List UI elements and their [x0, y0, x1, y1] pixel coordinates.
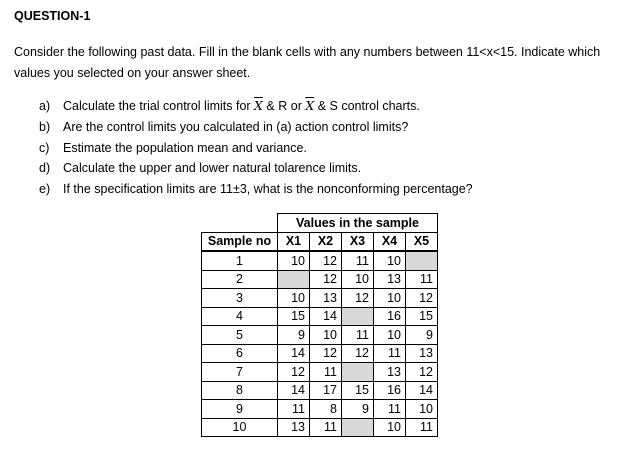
- value-cell: 14: [278, 344, 310, 363]
- column-header: X5: [406, 232, 438, 251]
- question-item-e: [39, 179, 473, 200]
- value-cell: 14: [310, 307, 342, 326]
- question-text-mid: & R or: [262, 99, 306, 113]
- blank-cell: [278, 270, 310, 289]
- value-cell: 11: [374, 400, 406, 419]
- sample-number-cell: 8: [202, 381, 278, 400]
- question-label: b): [39, 119, 51, 134]
- blank-cell: [342, 307, 374, 326]
- table-row: [202, 381, 438, 400]
- value-cell: 12: [342, 344, 374, 363]
- value-cell: 12: [278, 363, 310, 382]
- value-cell: 10: [278, 251, 310, 270]
- value-cell: 15: [342, 381, 374, 400]
- value-cell: 9: [342, 400, 374, 419]
- table-row: [202, 363, 438, 382]
- table-column-header-row: [202, 232, 438, 251]
- value-cell: 12: [310, 270, 342, 289]
- sample-data-table: [201, 213, 438, 437]
- blank-cell: [406, 251, 438, 270]
- question-list: [39, 96, 473, 200]
- value-cell: 13: [310, 289, 342, 308]
- table-row: [202, 344, 438, 363]
- column-header: X2: [310, 232, 342, 251]
- value-cell: 13: [374, 270, 406, 289]
- value-cell: 11: [374, 344, 406, 363]
- value-cell: 16: [374, 307, 406, 326]
- sample-number-cell: 9: [202, 400, 278, 419]
- table-row: [202, 270, 438, 289]
- xbar-symbol: $\overline{X}$: [305, 98, 315, 113]
- table-row: [202, 289, 438, 308]
- table-row: [202, 307, 438, 326]
- value-cell: 10: [374, 326, 406, 345]
- value-cell: 9: [406, 326, 438, 345]
- value-cell: 13: [374, 363, 406, 382]
- question-text: Estimate the population mean and variance.: [63, 140, 307, 155]
- question-label: c): [39, 140, 50, 155]
- value-cell: 13: [406, 344, 438, 363]
- question-title: QUESTION-1: [14, 9, 91, 23]
- question-label: e): [39, 182, 51, 197]
- question-item-b: [39, 117, 473, 138]
- question-intro: Consider the following past data. Fill in the blank cells with any numbers between 11<x<15. Indicate which values you selected on your answer sheet.: [14, 45, 601, 80]
- value-cell: 8: [310, 400, 342, 419]
- sample-number-cell: 5: [202, 326, 278, 345]
- value-cell: 9: [278, 326, 310, 345]
- question-item-c: [39, 138, 473, 159]
- question-label: d): [39, 161, 51, 176]
- value-cell: 17: [310, 381, 342, 400]
- sample-number-cell: 10: [202, 418, 278, 437]
- value-cell: 15: [278, 307, 310, 326]
- column-header: X3: [342, 232, 374, 251]
- value-cell: 16: [374, 381, 406, 400]
- values-group-header: Values in the sample: [278, 214, 438, 233]
- column-header: X4: [374, 232, 406, 251]
- value-cell: 13: [278, 418, 310, 437]
- table-row: [202, 418, 438, 437]
- value-cell: 15: [406, 307, 438, 326]
- value-cell: 11: [278, 400, 310, 419]
- value-cell: 11: [406, 270, 438, 289]
- sample-number-cell: 1: [202, 251, 278, 270]
- sample-no-header: Sample no: [202, 232, 278, 251]
- question-text: Are the control limits you calculated in (a) action control limits?: [63, 119, 409, 134]
- value-cell: 10: [406, 400, 438, 419]
- question-text-post: & S control charts.: [314, 99, 420, 113]
- sample-number-cell: 7: [202, 363, 278, 382]
- sample-number-cell: 3: [202, 289, 278, 308]
- table-row: [202, 400, 438, 419]
- value-cell: 11: [406, 418, 438, 437]
- value-cell: 12: [310, 344, 342, 363]
- value-cell: 12: [342, 289, 374, 308]
- blank-cell: [342, 363, 374, 382]
- xbar-symbol: $\overline{X}$: [254, 98, 263, 113]
- sample-number-cell: 4: [202, 307, 278, 326]
- value-cell: 12: [310, 251, 342, 270]
- value-cell: 14: [278, 381, 310, 400]
- sample-number-cell: 6: [202, 344, 278, 363]
- value-cell: 10: [374, 251, 406, 270]
- value-cell: 10: [374, 418, 406, 437]
- value-cell: 11: [310, 418, 342, 437]
- column-header: X1: [278, 232, 310, 251]
- table-row: [202, 251, 438, 270]
- value-cell: 12: [406, 363, 438, 382]
- value-cell: 10: [342, 270, 374, 289]
- table-row: [202, 326, 438, 345]
- question-text-pre: Calculate the trial control limits for: [63, 99, 255, 113]
- value-cell: 11: [310, 363, 342, 382]
- sample-number-cell: 2: [202, 270, 278, 289]
- value-cell: 12: [406, 289, 438, 308]
- question-text: Calculate the upper and lower natural tolarence limits.: [63, 161, 362, 176]
- question-label: a): [39, 99, 51, 113]
- value-cell: 10: [310, 326, 342, 345]
- value-cell: 10: [374, 289, 406, 308]
- value-cell: 10: [278, 289, 310, 308]
- question-text: If the specification limits are 11±3, what is the nonconforming percentage?: [63, 182, 473, 197]
- table-group-header-row: [202, 214, 438, 233]
- value-cell: 14: [406, 381, 438, 400]
- table-corner: [202, 214, 278, 233]
- question-item-a: [39, 96, 473, 117]
- question-item-d: [39, 158, 473, 179]
- value-cell: 11: [342, 326, 374, 345]
- value-cell: 11: [342, 251, 374, 270]
- blank-cell: [342, 418, 374, 437]
